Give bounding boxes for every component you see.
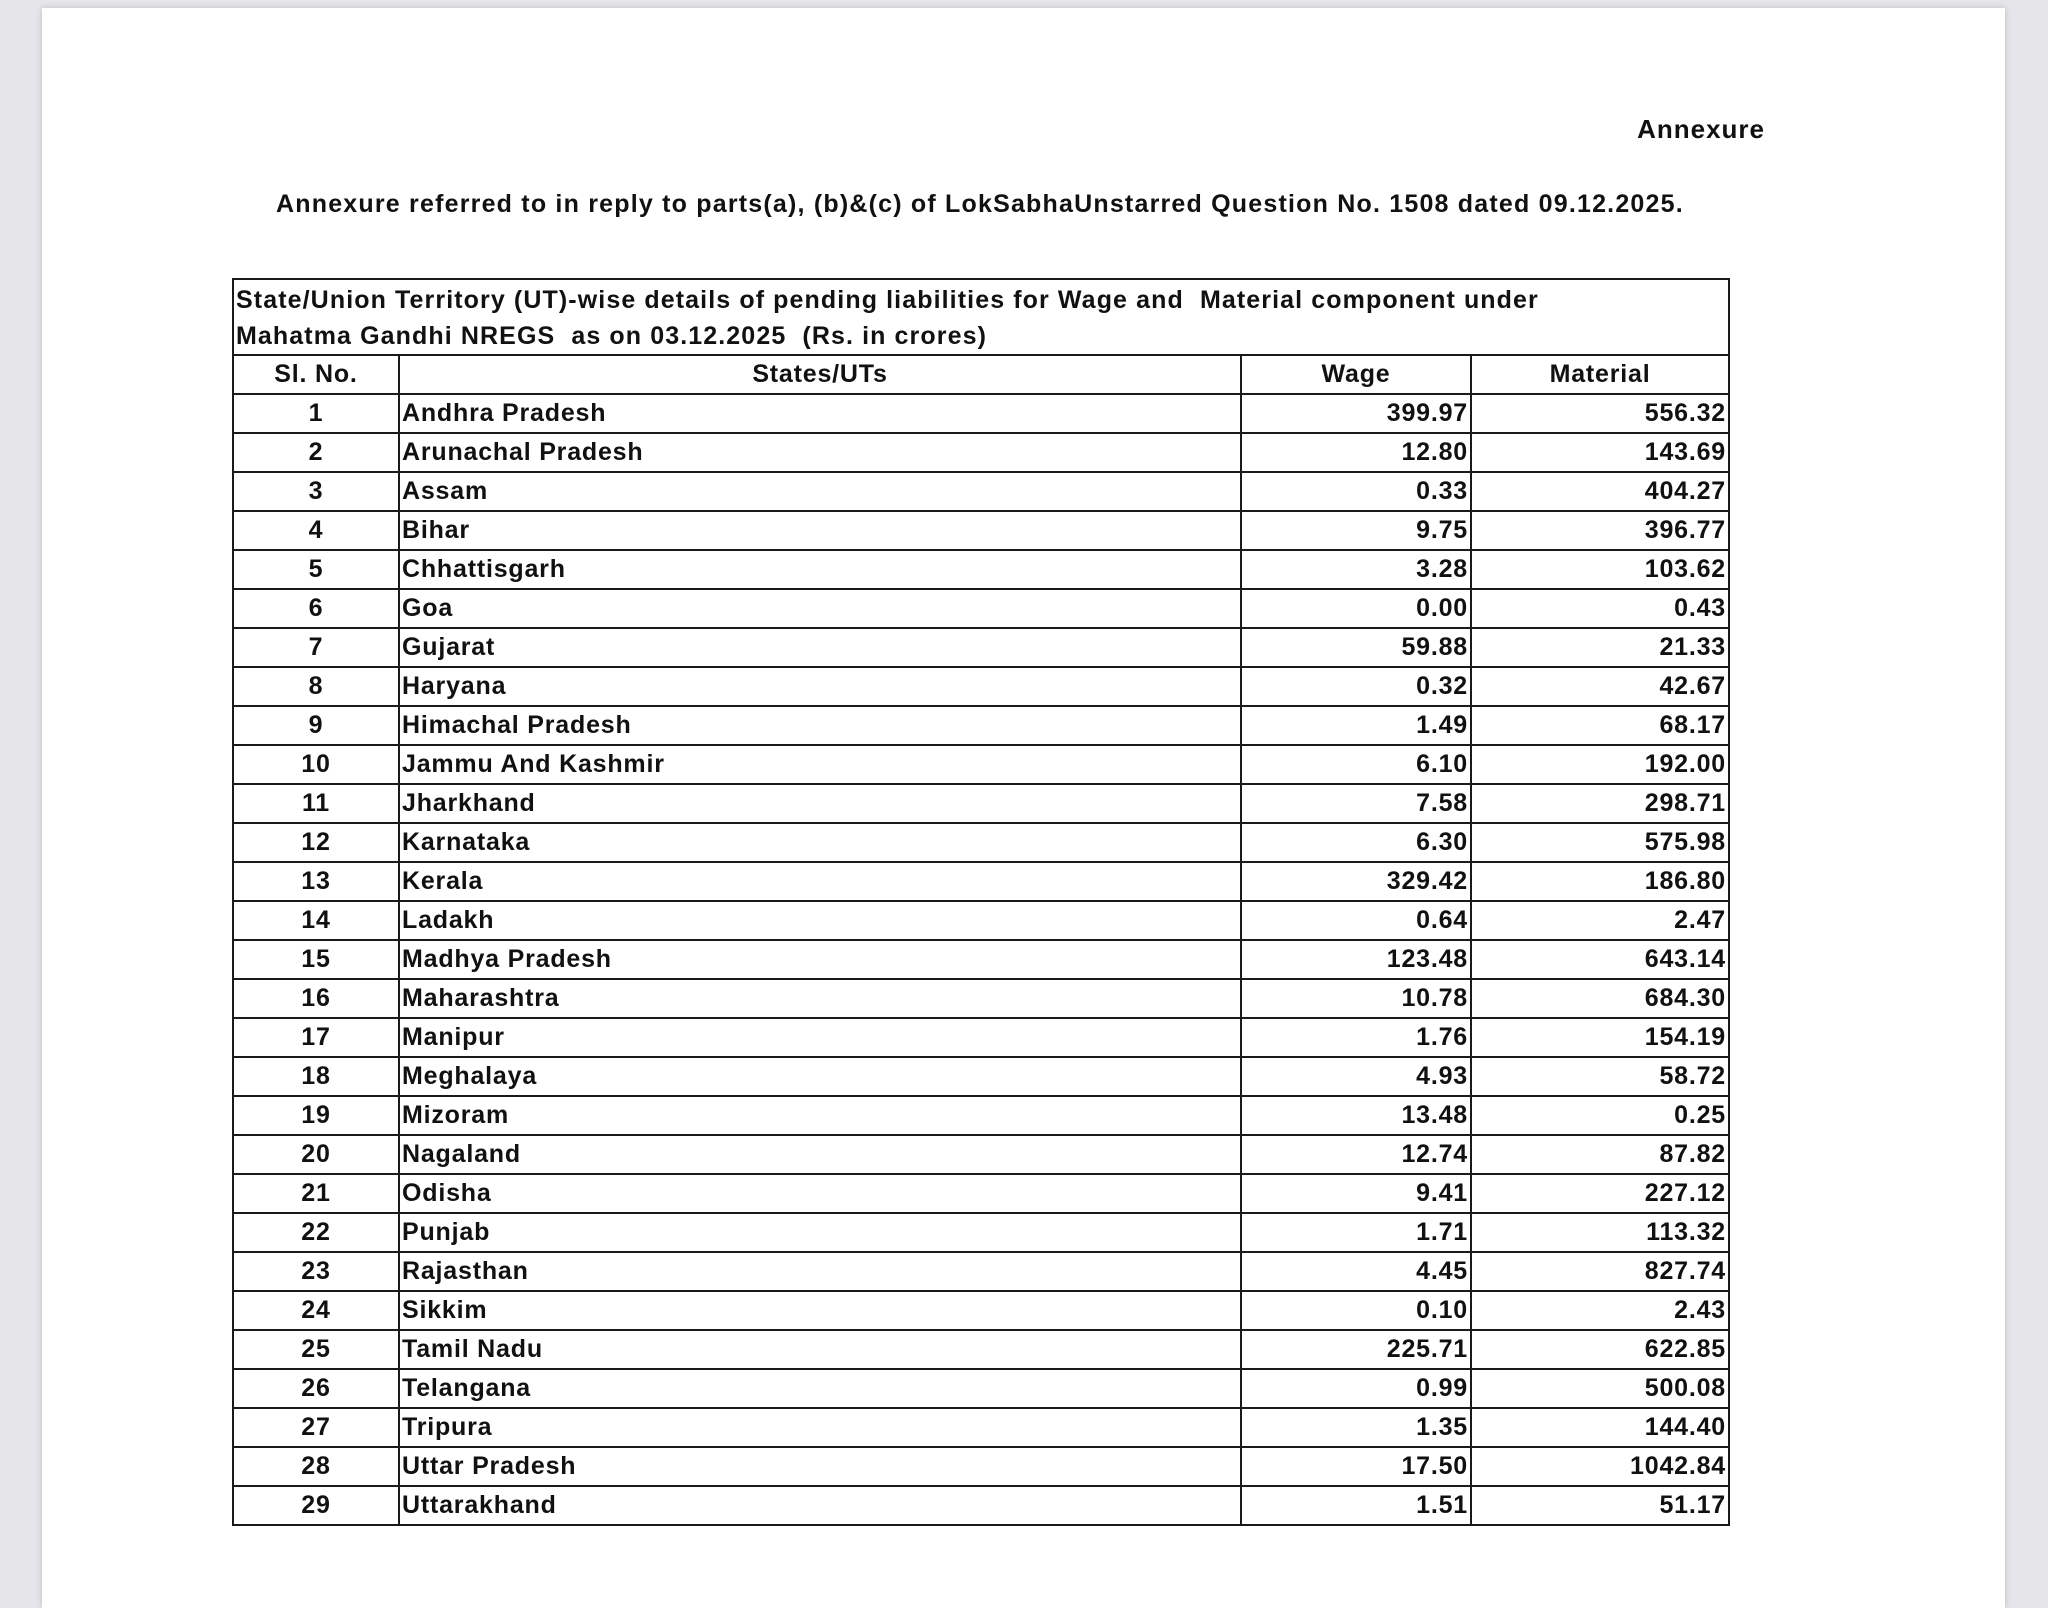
row-sl-no: 11 xyxy=(233,784,399,823)
row-material-value: 684.30 xyxy=(1471,979,1729,1018)
row-material-value: 87.82 xyxy=(1471,1135,1729,1174)
row-sl-no: 4 xyxy=(233,511,399,550)
row-sl-no: 22 xyxy=(233,1213,399,1252)
row-state-name: Rajasthan xyxy=(399,1252,1241,1291)
row-material-value: 2.43 xyxy=(1471,1291,1729,1330)
table-row xyxy=(233,511,1729,550)
row-sl-no: 5 xyxy=(233,550,399,589)
table-row xyxy=(233,1408,1729,1447)
row-wage-value: 10.78 xyxy=(1241,979,1471,1018)
row-material-value: 42.67 xyxy=(1471,667,1729,706)
row-wage-value: 0.33 xyxy=(1241,472,1471,511)
row-state-name: Bihar xyxy=(399,511,1241,550)
row-state-name: Jharkhand xyxy=(399,784,1241,823)
row-sl-no: 10 xyxy=(233,745,399,784)
row-material-value: 143.69 xyxy=(1471,433,1729,472)
row-state-name: Jammu And Kashmir xyxy=(399,745,1241,784)
table-body xyxy=(233,394,1729,1525)
row-sl-no: 6 xyxy=(233,589,399,628)
row-wage-value: 1.49 xyxy=(1241,706,1471,745)
table-row xyxy=(233,862,1729,901)
row-material-value: 144.40 xyxy=(1471,1408,1729,1447)
table-row xyxy=(233,433,1729,472)
header-states: States/UTs xyxy=(399,355,1241,394)
row-state-name: Ladakh xyxy=(399,901,1241,940)
row-material-value: 622.85 xyxy=(1471,1330,1729,1369)
row-wage-value: 4.93 xyxy=(1241,1057,1471,1096)
table-row xyxy=(233,589,1729,628)
table-row xyxy=(233,1135,1729,1174)
row-wage-value: 0.99 xyxy=(1241,1369,1471,1408)
row-material-value: 0.43 xyxy=(1471,589,1729,628)
row-state-name: Uttar Pradesh xyxy=(399,1447,1241,1486)
row-sl-no: 27 xyxy=(233,1408,399,1447)
row-sl-no: 24 xyxy=(233,1291,399,1330)
table-row xyxy=(233,1252,1729,1291)
table-row xyxy=(233,901,1729,940)
table-row xyxy=(233,628,1729,667)
row-wage-value: 12.80 xyxy=(1241,433,1471,472)
row-wage-value: 12.74 xyxy=(1241,1135,1471,1174)
intro-paragraph: Annexure referred to in reply to parts(a), (b)&(c) of LokSabhaUnstarred Question No. 1508 dated 09.12.2025. xyxy=(276,190,1684,218)
row-wage-value: 17.50 xyxy=(1241,1447,1471,1486)
row-wage-value: 0.10 xyxy=(1241,1291,1471,1330)
header-wage: Wage xyxy=(1241,355,1471,394)
row-wage-value: 1.71 xyxy=(1241,1213,1471,1252)
row-wage-value: 0.64 xyxy=(1241,901,1471,940)
row-wage-value: 59.88 xyxy=(1241,628,1471,667)
header-sl-no: Sl. No. xyxy=(233,355,399,394)
row-material-value: 500.08 xyxy=(1471,1369,1729,1408)
row-material-value: 154.19 xyxy=(1471,1018,1729,1057)
row-state-name: Madhya Pradesh xyxy=(399,940,1241,979)
row-state-name: Mizoram xyxy=(399,1096,1241,1135)
row-wage-value: 1.35 xyxy=(1241,1408,1471,1447)
row-wage-value: 4.45 xyxy=(1241,1252,1471,1291)
row-material-value: 575.98 xyxy=(1471,823,1729,862)
table-row xyxy=(233,979,1729,1018)
table-row xyxy=(233,1213,1729,1252)
row-sl-no: 21 xyxy=(233,1174,399,1213)
row-sl-no: 14 xyxy=(233,901,399,940)
row-sl-no: 28 xyxy=(233,1447,399,1486)
row-material-value: 68.17 xyxy=(1471,706,1729,745)
row-material-value: 58.72 xyxy=(1471,1057,1729,1096)
row-sl-no: 29 xyxy=(233,1486,399,1525)
row-sl-no: 19 xyxy=(233,1096,399,1135)
row-material-value: 1042.84 xyxy=(1471,1447,1729,1486)
row-material-value: 2.47 xyxy=(1471,901,1729,940)
row-material-value: 103.62 xyxy=(1471,550,1729,589)
table-caption-line-2: Mahatma Gandhi NREGS as on 03.12.2025 (Rs. in crores) xyxy=(236,322,988,350)
table-row xyxy=(233,1291,1729,1330)
row-material-value: 396.77 xyxy=(1471,511,1729,550)
row-wage-value: 329.42 xyxy=(1241,862,1471,901)
row-sl-no: 16 xyxy=(233,979,399,1018)
row-sl-no: 20 xyxy=(233,1135,399,1174)
row-wage-value: 13.48 xyxy=(1241,1096,1471,1135)
row-wage-value: 6.30 xyxy=(1241,823,1471,862)
row-state-name: Telangana xyxy=(399,1369,1241,1408)
row-wage-value: 7.58 xyxy=(1241,784,1471,823)
row-wage-value: 3.28 xyxy=(1241,550,1471,589)
row-state-name: Punjab xyxy=(399,1213,1241,1252)
table-row xyxy=(233,1096,1729,1135)
row-material-value: 556.32 xyxy=(1471,394,1729,433)
table-row xyxy=(233,472,1729,511)
row-material-value: 227.12 xyxy=(1471,1174,1729,1213)
table-caption-row xyxy=(233,279,1729,355)
row-state-name: Arunachal Pradesh xyxy=(399,433,1241,472)
row-sl-no: 13 xyxy=(233,862,399,901)
table-row xyxy=(233,940,1729,979)
table-caption-line-1: State/Union Territory (UT)-wise details of pending liabilities for Wage and Material component under xyxy=(236,286,1539,314)
annexure-heading: Annexure xyxy=(1637,114,1765,144)
table-row xyxy=(233,745,1729,784)
row-sl-no: 15 xyxy=(233,940,399,979)
row-sl-no: 26 xyxy=(233,1369,399,1408)
row-state-name: Uttarakhand xyxy=(399,1486,1241,1525)
row-state-name: Assam xyxy=(399,472,1241,511)
row-sl-no: 23 xyxy=(233,1252,399,1291)
row-sl-no: 25 xyxy=(233,1330,399,1369)
table-row xyxy=(233,1018,1729,1057)
row-state-name: Manipur xyxy=(399,1018,1241,1057)
row-wage-value: 1.51 xyxy=(1241,1486,1471,1525)
row-state-name: Karnataka xyxy=(399,823,1241,862)
table-caption xyxy=(233,279,1729,355)
row-material-value: 21.33 xyxy=(1471,628,1729,667)
row-state-name: Kerala xyxy=(399,862,1241,901)
row-wage-value: 225.71 xyxy=(1241,1330,1471,1369)
row-wage-value: 0.32 xyxy=(1241,667,1471,706)
table-row xyxy=(233,1174,1729,1213)
row-material-value: 0.25 xyxy=(1471,1096,1729,1135)
table-row xyxy=(233,394,1729,433)
table-row xyxy=(233,1369,1729,1408)
row-wage-value: 123.48 xyxy=(1241,940,1471,979)
row-state-name: Odisha xyxy=(399,1174,1241,1213)
header-material: Material xyxy=(1471,355,1729,394)
table-header-row xyxy=(233,355,1729,394)
row-sl-no: 3 xyxy=(233,472,399,511)
row-material-value: 51.17 xyxy=(1471,1486,1729,1525)
row-state-name: Maharashtra xyxy=(399,979,1241,1018)
row-sl-no: 9 xyxy=(233,706,399,745)
row-wage-value: 9.75 xyxy=(1241,511,1471,550)
row-material-value: 404.27 xyxy=(1471,472,1729,511)
row-sl-no: 7 xyxy=(233,628,399,667)
row-state-name: Nagaland xyxy=(399,1135,1241,1174)
table-row xyxy=(233,550,1729,589)
table-row xyxy=(233,1330,1729,1369)
row-state-name: Goa xyxy=(399,589,1241,628)
row-material-value: 186.80 xyxy=(1471,862,1729,901)
row-state-name: Meghalaya xyxy=(399,1057,1241,1096)
table-row xyxy=(233,1447,1729,1486)
row-wage-value: 1.76 xyxy=(1241,1018,1471,1057)
row-sl-no: 17 xyxy=(233,1018,399,1057)
row-state-name: Sikkim xyxy=(399,1291,1241,1330)
row-wage-value: 6.10 xyxy=(1241,745,1471,784)
row-sl-no: 18 xyxy=(233,1057,399,1096)
row-state-name: Chhattisgarh xyxy=(399,550,1241,589)
row-sl-no: 8 xyxy=(233,667,399,706)
row-sl-no: 2 xyxy=(233,433,399,472)
table-row xyxy=(233,1486,1729,1525)
row-sl-no: 12 xyxy=(233,823,399,862)
row-state-name: Gujarat xyxy=(399,628,1241,667)
row-material-value: 298.71 xyxy=(1471,784,1729,823)
row-material-value: 643.14 xyxy=(1471,940,1729,979)
row-wage-value: 399.97 xyxy=(1241,394,1471,433)
table-row xyxy=(233,1057,1729,1096)
row-wage-value: 0.00 xyxy=(1241,589,1471,628)
table-row xyxy=(233,706,1729,745)
liabilities-table xyxy=(232,278,1730,1526)
row-wage-value: 9.41 xyxy=(1241,1174,1471,1213)
row-state-name: Haryana xyxy=(399,667,1241,706)
row-material-value: 192.00 xyxy=(1471,745,1729,784)
row-state-name: Andhra Pradesh xyxy=(399,394,1241,433)
row-material-value: 113.32 xyxy=(1471,1213,1729,1252)
row-sl-no: 1 xyxy=(233,394,399,433)
table-row xyxy=(233,667,1729,706)
row-state-name: Tamil Nadu xyxy=(399,1330,1241,1369)
table-row xyxy=(233,784,1729,823)
row-state-name: Himachal Pradesh xyxy=(399,706,1241,745)
row-state-name: Tripura xyxy=(399,1408,1241,1447)
table-row xyxy=(233,823,1729,862)
row-material-value: 827.74 xyxy=(1471,1252,1729,1291)
